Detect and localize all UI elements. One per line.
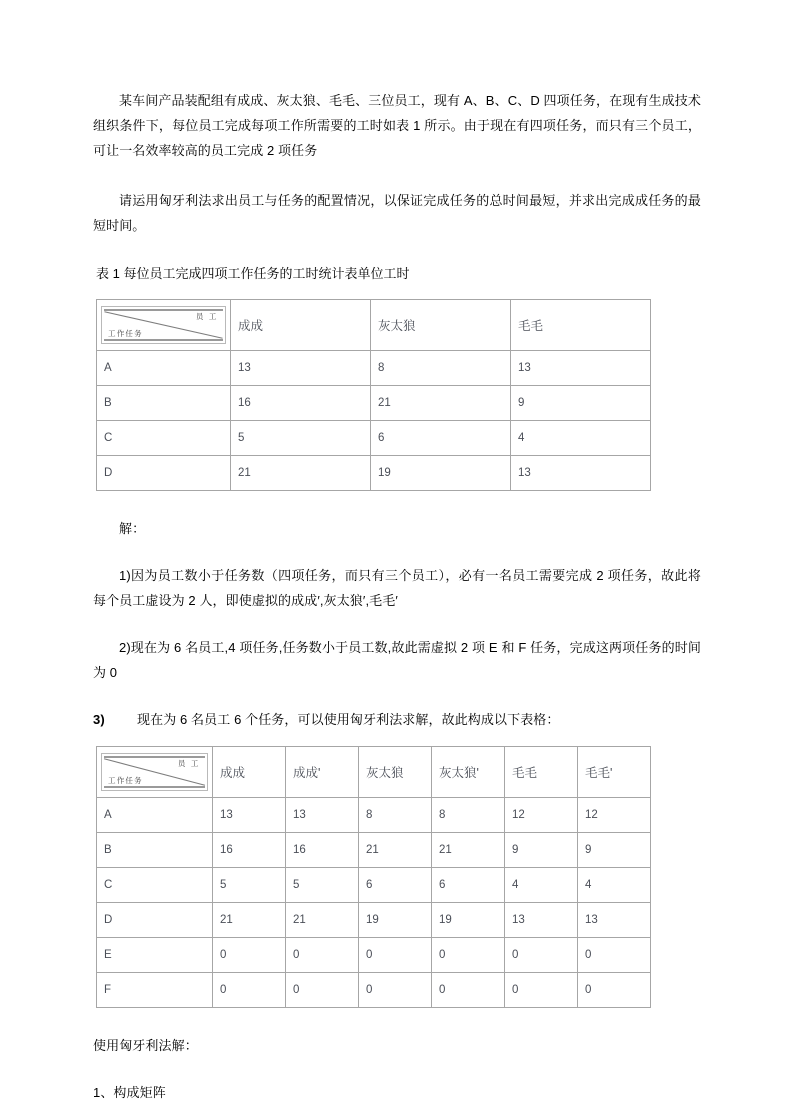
table1-row-label-2: C	[97, 421, 231, 456]
table1-cell-1-0: 16	[231, 386, 371, 421]
table2-cell-0-2: 8	[359, 798, 432, 833]
table2-col-header-1: 成成'	[286, 747, 359, 798]
table2-cell-0-4: 12	[505, 798, 578, 833]
table2-cell-4-4: 0	[505, 938, 578, 973]
spacer	[93, 541, 701, 563]
table-workhours-4tasks	[96, 299, 651, 491]
table2-col-header-5: 毛毛'	[578, 747, 651, 798]
table-row	[97, 421, 651, 456]
table2-cell-5-1: 0	[286, 973, 359, 1008]
table2-cell-5-5: 0	[578, 973, 651, 1008]
table2-row-label-1: B	[97, 833, 213, 868]
table-row	[97, 798, 651, 833]
table2-cell-4-0: 0	[213, 938, 286, 973]
paragraph-closing-1: 使用匈牙利法解：	[93, 1038, 198, 1053]
table2-cell-2-0: 5	[213, 868, 286, 903]
table2-cell-3-0: 21	[213, 903, 286, 938]
table1-row-label-0: A	[97, 351, 231, 386]
table1-col-header-0: 成成	[231, 300, 371, 351]
table2-cell-1-3: 21	[432, 833, 505, 868]
paragraph-step-1: 1)因为员工数小于任务数（四项任务，而只有三个员工），必有一名员工需要完成 2 项任务，故此将每个员工虚设为 2 人，即使虚拟的成成′,灰太狼′,毛毛′	[93, 568, 701, 608]
corner-label-task: 工作任务	[108, 776, 143, 785]
table-row	[97, 386, 651, 421]
paragraph-intro-2: 请运用匈牙利法求出员工与任务的配置情况，以保证完成任务的总时间最短，并求出完成成任务的最短时间。	[93, 193, 701, 233]
table2-cell-4-5: 0	[578, 938, 651, 973]
table2-cell-2-4: 4	[505, 868, 578, 903]
spacer	[93, 1058, 701, 1080]
table1-col-header-1: 灰太狼	[371, 300, 511, 351]
table-row	[97, 456, 651, 491]
table2-cell-1-5: 9	[578, 833, 651, 868]
table2-cell-1-0: 16	[213, 833, 286, 868]
table2-cell-5-2: 0	[359, 973, 432, 1008]
table1-cell-0-0: 13	[231, 351, 371, 386]
paragraph-closing-2: 1、构成矩阵	[93, 1085, 166, 1100]
table2-col-header-2: 灰太狼	[359, 747, 432, 798]
corner-label-task: 工作任务	[108, 329, 143, 338]
table2-row-label-3: D	[97, 903, 213, 938]
spacer	[93, 491, 701, 516]
table2-cell-0-1: 13	[286, 798, 359, 833]
table2-cell-5-3: 0	[432, 973, 505, 1008]
table2-cell-4-2: 0	[359, 938, 432, 973]
table2-cell-0-0: 13	[213, 798, 286, 833]
document-body	[93, 88, 701, 1105]
table1-caption: 表 1 每位员工完成四项工作任务的工时统计表单位工时	[96, 266, 410, 281]
table-header-row	[97, 747, 651, 798]
table-row	[97, 351, 651, 386]
step-3-text: 现在为 6 名员工 6 个任务，可以使用匈牙利法求解，故此构成以下表格：	[137, 712, 560, 727]
table2-cell-3-5: 13	[578, 903, 651, 938]
table1-cell-3-2: 13	[511, 456, 651, 491]
table2-col-header-3: 灰太狼'	[432, 747, 505, 798]
table-header-row	[97, 300, 651, 351]
table2-cell-4-3: 0	[432, 938, 505, 973]
table-row	[97, 833, 651, 868]
spacer	[93, 685, 701, 707]
table2-cell-3-1: 21	[286, 903, 359, 938]
paragraph-step-2: 2)现在为 6 名员工,4 项任务,任务数小于员工数,故此需虚拟 2 项 E 和 F 任务，完成这两项任务的时间为 0	[93, 640, 701, 680]
table2-row-label-2: C	[97, 868, 213, 903]
spacer	[93, 732, 701, 746]
table2-cell-0-5: 12	[578, 798, 651, 833]
table1-corner-cell	[97, 300, 231, 351]
table2-cell-0-3: 8	[432, 798, 505, 833]
spacer	[93, 285, 701, 299]
table1-col-header-2: 毛毛	[511, 300, 651, 351]
table1-cell-3-0: 21	[231, 456, 371, 491]
table2-cell-2-2: 6	[359, 868, 432, 903]
solution-label: 解：	[119, 521, 146, 536]
table2-cell-5-4: 0	[505, 973, 578, 1008]
table1-cell-1-1: 21	[371, 386, 511, 421]
spacer	[93, 163, 701, 188]
table2-cell-4-1: 0	[286, 938, 359, 973]
table2-cell-2-5: 4	[578, 868, 651, 903]
corner-label-employee: 员 工	[177, 759, 200, 768]
table-row	[97, 868, 651, 903]
table2-col-header-4: 毛毛	[505, 747, 578, 798]
table2-cell-2-3: 6	[432, 868, 505, 903]
paragraph-intro-1: 某车间产品装配组有成成、灰太狼、毛毛、三位员工，现有 A、B、C、D 四项任务，在现有生成技术组织条件下，每位员工完成每项工作所需要的工时如表 1 所示。由于现在有四项任务，而只有三个员工，可让一名效率较高的员工完成 2 项任务	[93, 93, 701, 158]
table2-col-header-0: 成成	[213, 747, 286, 798]
table-row	[97, 903, 651, 938]
step-3-number: 3)	[93, 712, 105, 727]
table2-cell-1-4: 9	[505, 833, 578, 868]
table1-cell-0-1: 8	[371, 351, 511, 386]
table2-cell-1-1: 16	[286, 833, 359, 868]
diagonal-header-graphic	[101, 753, 208, 791]
table2-cell-3-4: 13	[505, 903, 578, 938]
table-workhours-6tasks	[96, 746, 651, 1008]
spacer	[93, 1008, 701, 1033]
table1-cell-2-2: 4	[511, 421, 651, 456]
diagonal-header-graphic	[101, 306, 226, 344]
table2-cell-1-2: 21	[359, 833, 432, 868]
table2-cell-5-0: 0	[213, 973, 286, 1008]
table2-cell-3-3: 19	[432, 903, 505, 938]
spacer	[93, 613, 701, 635]
table1-cell-1-2: 9	[511, 386, 651, 421]
table-row	[97, 938, 651, 973]
table2-row-label-4: E	[97, 938, 213, 973]
table1-cell-2-0: 5	[231, 421, 371, 456]
table1-row-label-3: D	[97, 456, 231, 491]
table2-cell-2-1: 5	[286, 868, 359, 903]
table1-cell-0-2: 13	[511, 351, 651, 386]
spacer	[93, 238, 701, 263]
paragraph-step-3	[93, 707, 701, 732]
table-row	[97, 973, 651, 1008]
table2-row-label-0: A	[97, 798, 213, 833]
table1-cell-2-1: 6	[371, 421, 511, 456]
corner-label-employee: 员 工	[195, 312, 218, 321]
table1-cell-3-1: 19	[371, 456, 511, 491]
table1-row-label-1: B	[97, 386, 231, 421]
table2-row-label-5: F	[97, 973, 213, 1008]
table2-cell-3-2: 19	[359, 903, 432, 938]
table2-corner-cell	[97, 747, 213, 798]
